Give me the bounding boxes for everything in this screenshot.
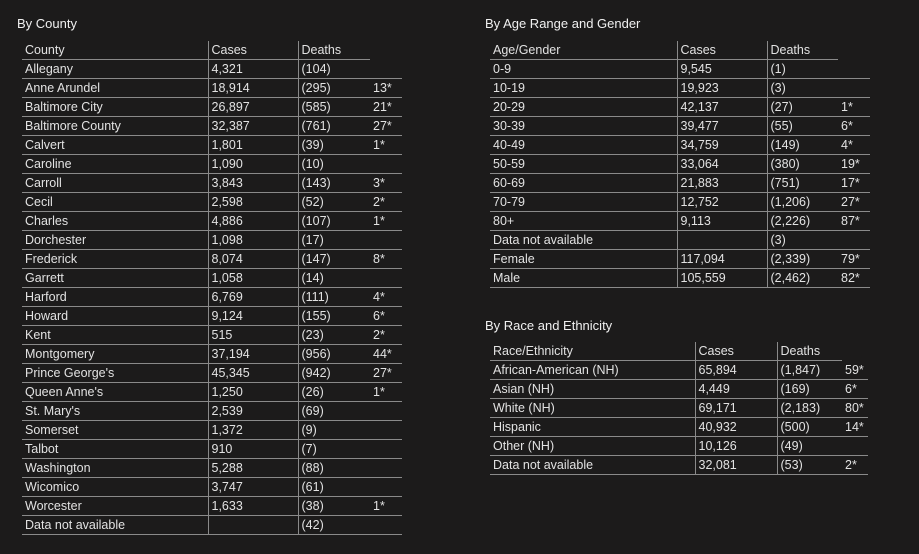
table-row: [22, 383, 402, 402]
cases-cell: 8,074: [208, 250, 298, 269]
label-cell: Howard: [22, 307, 208, 326]
deaths-cell: (61): [298, 478, 370, 497]
table-header-row: [490, 342, 868, 361]
table-row: [490, 98, 870, 117]
header-cases-cell: Cases: [695, 342, 777, 361]
cases-cell: 33,064: [677, 155, 767, 174]
header-deaths-cell: Deaths: [767, 41, 838, 60]
header-cases-cell: Cases: [208, 41, 298, 60]
table-header-row: [490, 41, 870, 60]
table-row: [490, 212, 870, 231]
cases-cell: 1,633: [208, 497, 298, 516]
note-cell: [838, 79, 870, 98]
deaths-cell: (42): [298, 516, 370, 535]
cases-cell: 6,769: [208, 288, 298, 307]
header-label-cell: Race/Ethnicity: [490, 342, 695, 361]
table-row: [22, 364, 402, 383]
deaths-cell: (3): [767, 79, 838, 98]
cases-cell: 105,559: [677, 269, 767, 288]
cases-cell: 10,126: [695, 437, 777, 456]
table-row: [22, 478, 402, 497]
label-cell: Montgomery: [22, 345, 208, 364]
header-note-cell: [370, 41, 402, 60]
table-row: [490, 117, 870, 136]
table-row: [490, 231, 870, 250]
cases-cell: 4,449: [695, 380, 777, 399]
note-cell: [370, 516, 402, 535]
note-cell: 82*: [838, 269, 870, 288]
cases-cell: 65,894: [695, 361, 777, 380]
table-row: [22, 250, 402, 269]
cases-cell: 9,124: [208, 307, 298, 326]
deaths-cell: (3): [767, 231, 838, 250]
label-cell: Charles: [22, 212, 208, 231]
deaths-cell: (143): [298, 174, 370, 193]
table-header-row: [22, 41, 402, 60]
note-cell: 17*: [838, 174, 870, 193]
header-deaths-cell: Deaths: [298, 41, 370, 60]
deaths-cell: (88): [298, 459, 370, 478]
note-cell: [370, 231, 402, 250]
table-row: [490, 437, 868, 456]
cases-cell: 9,545: [677, 60, 767, 79]
table-row: [22, 136, 402, 155]
label-cell: Calvert: [22, 136, 208, 155]
table-row: [490, 193, 870, 212]
cases-cell: 40,932: [695, 418, 777, 437]
table-row: [490, 155, 870, 174]
label-cell: Data not available: [490, 231, 677, 250]
label-cell: Asian (NH): [490, 380, 695, 399]
cases-cell: 19,923: [677, 79, 767, 98]
header-deaths-cell: Deaths: [777, 342, 842, 361]
deaths-cell: (295): [298, 79, 370, 98]
header-label-cell: County: [22, 41, 208, 60]
table-row: [22, 269, 402, 288]
table-row: [490, 361, 868, 380]
cases-cell: 21,883: [677, 174, 767, 193]
cases-cell: 1,098: [208, 231, 298, 250]
note-cell: 1*: [370, 212, 402, 231]
table-row: [22, 421, 402, 440]
note-cell: 2*: [370, 326, 402, 345]
label-cell: 40-49: [490, 136, 677, 155]
table-row: [490, 380, 868, 399]
label-cell: Allegany: [22, 60, 208, 79]
race-ethnicity-table: [490, 342, 868, 475]
deaths-cell: (23): [298, 326, 370, 345]
table-row: [22, 288, 402, 307]
label-cell: Prince George's: [22, 364, 208, 383]
note-cell: 1*: [370, 383, 402, 402]
label-cell: Carroll: [22, 174, 208, 193]
cases-cell: 4,886: [208, 212, 298, 231]
table-row: [22, 516, 402, 535]
deaths-cell: (69): [298, 402, 370, 421]
table-row: [490, 418, 868, 437]
deaths-cell: (38): [298, 497, 370, 516]
cases-cell: 9,113: [677, 212, 767, 231]
label-cell: Somerset: [22, 421, 208, 440]
cases-cell: 32,081: [695, 456, 777, 475]
label-cell: White (NH): [490, 399, 695, 418]
note-cell: 6*: [838, 117, 870, 136]
note-cell: 80*: [842, 399, 868, 418]
cases-cell: 2,598: [208, 193, 298, 212]
note-cell: 27*: [370, 117, 402, 136]
deaths-cell: (2,226): [767, 212, 838, 231]
deaths-cell: (169): [777, 380, 842, 399]
cases-cell: 37,194: [208, 345, 298, 364]
header-label-cell: Age/Gender: [490, 41, 677, 60]
label-cell: 80+: [490, 212, 677, 231]
table-row: [22, 231, 402, 250]
cases-cell: [208, 516, 298, 535]
deaths-cell: (7): [298, 440, 370, 459]
label-cell: Dorchester: [22, 231, 208, 250]
table-row: [490, 60, 870, 79]
deaths-cell: (53): [777, 456, 842, 475]
deaths-cell: (2,339): [767, 250, 838, 269]
deaths-cell: (751): [767, 174, 838, 193]
note-cell: [842, 437, 868, 456]
deaths-cell: (39): [298, 136, 370, 155]
table-row: [490, 399, 868, 418]
note-cell: 44*: [370, 345, 402, 364]
label-cell: Washington: [22, 459, 208, 478]
label-cell: Baltimore City: [22, 98, 208, 117]
cases-cell: 910: [208, 440, 298, 459]
deaths-cell: (956): [298, 345, 370, 364]
label-cell: Anne Arundel: [22, 79, 208, 98]
cases-cell: 1,372: [208, 421, 298, 440]
table-row: [490, 250, 870, 269]
table-row: [22, 193, 402, 212]
deaths-cell: (27): [767, 98, 838, 117]
note-cell: 4*: [838, 136, 870, 155]
table-row: [22, 307, 402, 326]
table-row: [22, 174, 402, 193]
note-cell: 2*: [842, 456, 868, 475]
deaths-cell: (17): [298, 231, 370, 250]
deaths-cell: (500): [777, 418, 842, 437]
deaths-cell: (104): [298, 60, 370, 79]
note-cell: [370, 155, 402, 174]
table-row: [490, 269, 870, 288]
cases-cell: 45,345: [208, 364, 298, 383]
label-cell: Male: [490, 269, 677, 288]
note-cell: 6*: [842, 380, 868, 399]
header-cases-cell: Cases: [677, 41, 767, 60]
cases-cell: 3,843: [208, 174, 298, 193]
table-row: [22, 345, 402, 364]
deaths-cell: (155): [298, 307, 370, 326]
deaths-cell: (585): [298, 98, 370, 117]
note-cell: 21*: [370, 98, 402, 117]
label-cell: Female: [490, 250, 677, 269]
deaths-cell: (942): [298, 364, 370, 383]
table-row: [22, 440, 402, 459]
note-cell: 6*: [370, 307, 402, 326]
cases-cell: 39,477: [677, 117, 767, 136]
table-row: [22, 98, 402, 117]
cases-cell: 5,288: [208, 459, 298, 478]
label-cell: Harford: [22, 288, 208, 307]
label-cell: Caroline: [22, 155, 208, 174]
table-row: [22, 402, 402, 421]
label-cell: Hispanic: [490, 418, 695, 437]
deaths-cell: (52): [298, 193, 370, 212]
table-row: [490, 456, 868, 475]
deaths-cell: (149): [767, 136, 838, 155]
table-row: [22, 497, 402, 516]
note-cell: 27*: [838, 193, 870, 212]
cases-cell: 69,171: [695, 399, 777, 418]
note-cell: 14*: [842, 418, 868, 437]
label-cell: 50-59: [490, 155, 677, 174]
note-cell: 59*: [842, 361, 868, 380]
note-cell: [370, 269, 402, 288]
cases-cell: 1,250: [208, 383, 298, 402]
note-cell: 1*: [370, 136, 402, 155]
label-cell: Queen Anne's: [22, 383, 208, 402]
label-cell: Garrett: [22, 269, 208, 288]
note-cell: [838, 231, 870, 250]
note-cell: [370, 459, 402, 478]
label-cell: Cecil: [22, 193, 208, 212]
cases-cell: 34,759: [677, 136, 767, 155]
header-note-cell: [838, 41, 870, 60]
deaths-cell: (147): [298, 250, 370, 269]
cases-cell: 18,914: [208, 79, 298, 98]
table-row: [22, 155, 402, 174]
label-cell: Kent: [22, 326, 208, 345]
label-cell: 30-39: [490, 117, 677, 136]
table-row: [22, 459, 402, 478]
age-gender-table: [490, 41, 870, 288]
table-row: [22, 212, 402, 231]
deaths-cell: (1,206): [767, 193, 838, 212]
cases-cell: 32,387: [208, 117, 298, 136]
deaths-cell: (14): [298, 269, 370, 288]
deaths-cell: (26): [298, 383, 370, 402]
note-cell: [370, 440, 402, 459]
deaths-cell: (49): [777, 437, 842, 456]
age-section-title: By Age Range and Gender: [485, 16, 641, 31]
header-note-cell: [842, 342, 868, 361]
cases-cell: 117,094: [677, 250, 767, 269]
label-cell: Data not available: [490, 456, 695, 475]
cases-cell: 1,801: [208, 136, 298, 155]
table-row: [22, 79, 402, 98]
label-cell: African-American (NH): [490, 361, 695, 380]
cases-cell: 3,747: [208, 478, 298, 497]
table-row: [22, 60, 402, 79]
deaths-cell: (55): [767, 117, 838, 136]
cases-cell: 42,137: [677, 98, 767, 117]
table-row: [490, 174, 870, 193]
note-cell: [370, 421, 402, 440]
deaths-cell: (9): [298, 421, 370, 440]
note-cell: 1*: [838, 98, 870, 117]
label-cell: Talbot: [22, 440, 208, 459]
label-cell: 0-9: [490, 60, 677, 79]
deaths-cell: (1,847): [777, 361, 842, 380]
note-cell: 27*: [370, 364, 402, 383]
table-row: [490, 79, 870, 98]
label-cell: Data not available: [22, 516, 208, 535]
cases-cell: [677, 231, 767, 250]
deaths-cell: (111): [298, 288, 370, 307]
label-cell: 70-79: [490, 193, 677, 212]
note-cell: 8*: [370, 250, 402, 269]
note-cell: 1*: [370, 497, 402, 516]
label-cell: Baltimore County: [22, 117, 208, 136]
deaths-cell: (1): [767, 60, 838, 79]
note-cell: [370, 60, 402, 79]
note-cell: 13*: [370, 79, 402, 98]
note-cell: [370, 402, 402, 421]
deaths-cell: (761): [298, 117, 370, 136]
label-cell: Frederick: [22, 250, 208, 269]
label-cell: Other (NH): [490, 437, 695, 456]
table-row: [22, 117, 402, 136]
label-cell: Worcester: [22, 497, 208, 516]
label-cell: St. Mary's: [22, 402, 208, 421]
note-cell: 4*: [370, 288, 402, 307]
cases-cell: 1,090: [208, 155, 298, 174]
cases-cell: 2,539: [208, 402, 298, 421]
cases-cell: 12,752: [677, 193, 767, 212]
note-cell: 79*: [838, 250, 870, 269]
table-row: [22, 326, 402, 345]
table-row: [490, 136, 870, 155]
note-cell: 3*: [370, 174, 402, 193]
note-cell: 19*: [838, 155, 870, 174]
deaths-cell: (107): [298, 212, 370, 231]
label-cell: 20-29: [490, 98, 677, 117]
label-cell: 10-19: [490, 79, 677, 98]
county-table: [22, 41, 402, 535]
deaths-cell: (380): [767, 155, 838, 174]
label-cell: Wicomico: [22, 478, 208, 497]
county-section-title: By County: [17, 16, 77, 31]
note-cell: 2*: [370, 193, 402, 212]
cases-cell: 26,897: [208, 98, 298, 117]
deaths-cell: (10): [298, 155, 370, 174]
deaths-cell: (2,462): [767, 269, 838, 288]
cases-cell: 4,321: [208, 60, 298, 79]
race-section-title: By Race and Ethnicity: [485, 318, 613, 333]
cases-cell: 515: [208, 326, 298, 345]
label-cell: 60-69: [490, 174, 677, 193]
note-cell: 87*: [838, 212, 870, 231]
deaths-cell: (2,183): [777, 399, 842, 418]
note-cell: [370, 478, 402, 497]
note-cell: [838, 60, 870, 79]
cases-cell: 1,058: [208, 269, 298, 288]
